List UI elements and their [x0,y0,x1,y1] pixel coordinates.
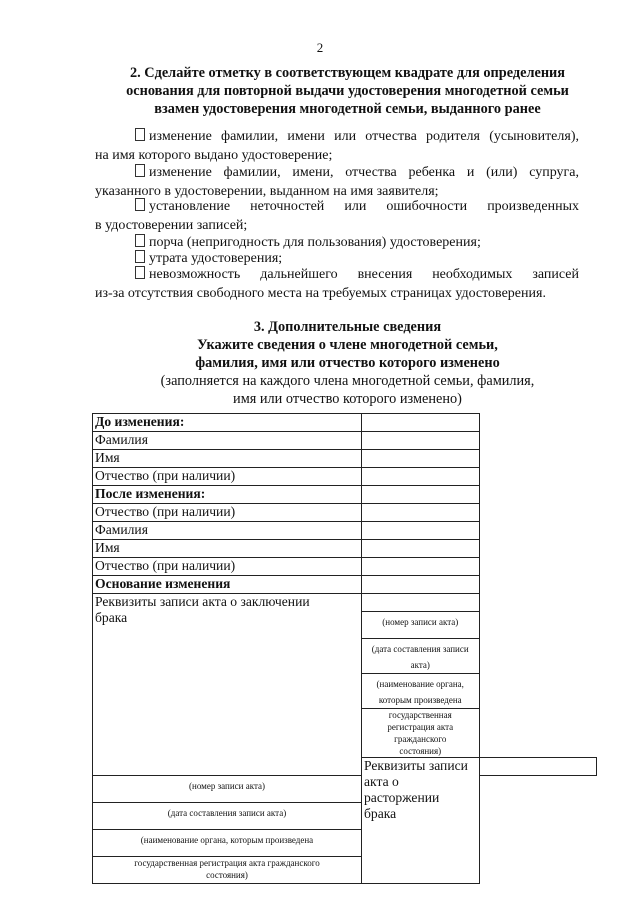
option-name-change-parent [95,127,579,165]
section-2-title [95,64,600,118]
divorce-record-label-line: брака [364,806,397,821]
option-checkbox[interactable] [135,266,145,279]
registry-organ-caption-line: состояния) [206,870,248,880]
section-3-header [95,318,600,408]
patronymic-label: Отчество (при наличии) [93,468,362,486]
option-no-space [95,265,579,303]
divorce-record-label-line: Реквизиты записи акта о расторжении [364,758,468,805]
value-cell[interactable] [362,522,480,540]
option-name-change-child [95,163,579,201]
value-cell[interactable] [362,594,480,612]
section-3-title: 3. Дополнительные сведения [253,319,442,335]
divorce-record-label [362,758,480,884]
section-2-title-line: 2. Сделайте отметку в соответствующем квадрате для определения [129,65,566,81]
value-cell[interactable] [362,558,480,576]
page-number: 2 [316,40,324,55]
registry-organ-caption-line: государственная регистрация акта гражданского [387,710,454,744]
option-text: порча (непригодность для пользования) удостоверения; [149,235,481,250]
after-change-header: После изменения: [93,486,362,504]
value-cell[interactable] [362,468,480,486]
record-number-caption: (номер записи акта) [93,776,362,803]
option-checkbox[interactable] [135,250,145,263]
value-cell[interactable] [362,576,480,594]
registry-organ-caption-line: государственная регистрация акта гражданского [134,858,320,868]
first-name-label: Имя [93,450,362,468]
change-details-table [92,413,597,884]
surname-label: Фамилия [93,432,362,450]
option-text: указанного в удостоверении, выданном на имя заявителя; [95,184,439,199]
value-cell[interactable] [362,450,480,468]
option-text: невозможность дальнейшего внесения необходимых записей [149,267,579,282]
section-3-subtitle: фамилия, имя или отчество которого изменено [195,355,500,371]
option-text: на имя которого выдано удостоверение; [95,148,333,163]
option-checkbox[interactable] [135,128,145,141]
section-3-subtitle: Укажите сведения о члене многодетной семьи, [197,337,498,353]
record-date-caption: (дата составления записи акта) [93,803,362,830]
marriage-record-label [93,594,362,776]
option-text: установление неточностей или ошибочности произведенных [149,199,579,214]
value-cell[interactable] [362,486,480,504]
record-number-caption: (номер записи акта) [362,612,480,639]
option-checkbox[interactable] [135,164,145,177]
value-cell[interactable] [362,414,480,432]
surname-label: Фамилия [93,522,362,540]
value-cell[interactable] [479,758,597,776]
value-cell[interactable] [362,432,480,450]
option-text: в удостоверении записей; [95,218,248,233]
registry-organ-caption: (наименование органа, которым произведена [93,830,362,857]
section-3-note: имя или отчество которого изменено) [233,391,462,407]
first-name-label: Имя [93,540,362,558]
registry-organ-caption [362,709,480,758]
option-checkbox[interactable] [135,198,145,211]
section-2-title-line: взамен удостоверения многодетной семьи, выданного ранее [154,101,541,117]
registry-organ-caption: (наименование органа, которым произведена [362,674,480,709]
record-date-caption: (дата составления записи акта) [362,639,480,674]
registry-organ-caption-line: состояния) [399,746,442,756]
option-text: из-за отсутствия свободного места на требуемых страницах удостоверения. [95,286,546,301]
patronymic-label: Отчество (при наличии) [93,558,362,576]
section-3-note: (заполняется на каждого члена многодетной семьи, фамилия, [160,373,535,389]
registry-organ-caption [93,857,362,884]
option-text: изменение фамилии, имени или отчества родителя (усыновителя), [149,129,579,144]
patronymic-label: Отчество (при наличии) [93,504,362,522]
marriage-record-label-line: Реквизиты записи акта о заключении [95,594,310,609]
basis-header: Основание изменения [93,576,362,594]
option-checkbox[interactable] [135,234,145,247]
value-cell[interactable] [362,540,480,558]
option-inaccuracy [95,197,579,235]
marriage-record-label-line: брака [95,610,128,625]
section-2-title-line: основания для повторной выдачи удостоверения многодетной семьи [126,83,569,99]
before-change-header: До изменения: [93,414,362,432]
option-text: утрата удостоверения; [149,251,283,266]
value-cell[interactable] [362,504,480,522]
option-text: изменение фамилии, имени, отчества ребенка и (или) супруга, [149,165,579,180]
